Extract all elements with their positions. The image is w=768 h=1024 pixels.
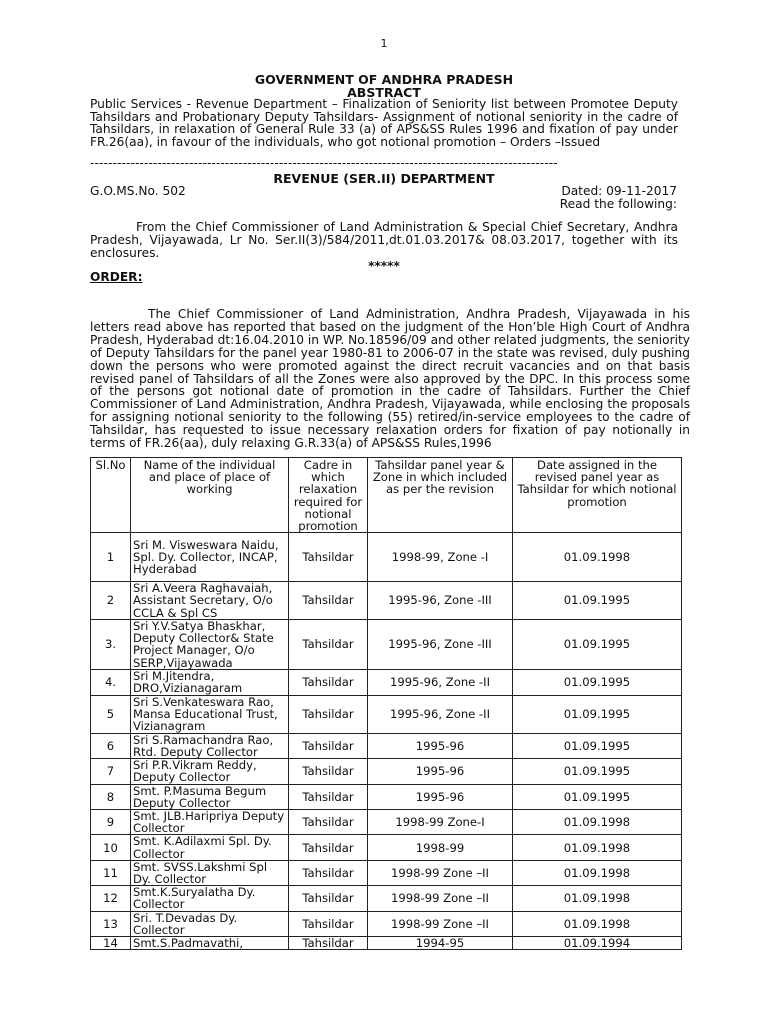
cell-sl: 12 xyxy=(91,886,131,911)
table-row xyxy=(91,886,682,911)
table-row xyxy=(91,784,682,809)
cell-panel: 1995-96 xyxy=(368,759,513,784)
cell-panel: 1995-96, Zone -III xyxy=(368,582,513,620)
page-number: 1 xyxy=(380,37,388,50)
cell-name: Smt.K.Suryalatha Dy. Collector xyxy=(131,886,289,911)
cell-sl: 5 xyxy=(91,695,131,733)
subject-text: Public Services - Revenue Department – Finalization of Seniority list between Promotee Deputy Tahsildars and Probationary Deputy Tahsildars- Assignment of notional seniority in the cadre of Tahsildars, in relaxation of General Rule 33 (a) of APS&SS Rules 1996 and fixation of pay under FR.26(aa), in favour of the individuals, who got notional promotion – Orders –Issued xyxy=(90,97,678,149)
cell-sl: 7 xyxy=(91,759,131,784)
cell-date: 01.09.1994 xyxy=(513,937,682,950)
header-cadre: Cadre in which relaxation required for notional promotion xyxy=(289,458,368,533)
cell-name: Smt. SVSS.Lakshmi Spl Dy. Collector xyxy=(131,860,289,885)
cell-cadre: Tahsildar xyxy=(289,937,368,950)
cell-name: Smt.S.Padmavathi, xyxy=(131,937,289,950)
cell-cadre: Tahsildar xyxy=(289,810,368,835)
cell-date: 01.09.1995 xyxy=(513,582,682,620)
cell-sl: 13 xyxy=(91,911,131,936)
table-row xyxy=(91,669,682,695)
department-title: REVENUE (SER.II) DEPARTMENT xyxy=(273,171,495,186)
cell-date: 01.09.1998 xyxy=(513,835,682,860)
table-header-row xyxy=(91,458,682,533)
cell-cadre: Tahsildar xyxy=(289,733,368,758)
table-row xyxy=(91,619,682,669)
cell-panel: 1998-99 xyxy=(368,835,513,860)
order-heading: ORDER: xyxy=(90,270,143,284)
seniority-table xyxy=(90,457,682,950)
cell-date: 01.09.1998 xyxy=(513,860,682,885)
cell-panel: 1995-96 xyxy=(368,733,513,758)
cell-cadre: Tahsildar xyxy=(289,860,368,885)
table-row xyxy=(91,810,682,835)
cell-name: Sri M. Visweswara Naidu, Spl. Dy. Collector, INCAP, Hyderabad xyxy=(131,533,289,582)
cell-date: 01.09.1998 xyxy=(513,911,682,936)
cell-cadre: Tahsildar xyxy=(289,886,368,911)
cell-name: Sri A.Veera Raghavaiah, Assistant Secretary, O/o CCLA & Spl CS xyxy=(131,582,289,620)
cell-name: Sri Y.V.Satya Bhaskhar, Deputy Collector& State Project Manager, O/o SERP,Vijayawada xyxy=(131,619,289,669)
header-date: Date assigned in the revised panel year as Tahsildar for which notional promotion xyxy=(513,458,682,533)
read-following: Read the following: xyxy=(559,197,677,211)
cell-sl: 3. xyxy=(91,619,131,669)
cell-sl: 9 xyxy=(91,810,131,835)
government-title: GOVERNMENT OF ANDHRA PRADESH xyxy=(254,72,514,87)
header-sl: Sl.No xyxy=(91,458,131,533)
table-row xyxy=(91,695,682,733)
cell-panel: 1995-96, Zone -II xyxy=(368,669,513,695)
dated-text: Dated: 09-11-2017 xyxy=(561,184,677,198)
separator-line: -------------------------------------------------------------------------------------------------------- xyxy=(90,157,558,169)
cell-cadre: Tahsildar xyxy=(289,784,368,809)
cell-panel: 1998-99, Zone -I xyxy=(368,533,513,582)
header-name: Name of the individual and place of place of working xyxy=(131,458,289,533)
abstract-title: ABSTRACT xyxy=(347,85,421,100)
stars-divider: ***** xyxy=(368,259,400,273)
cell-panel: 1998-99 Zone –II xyxy=(368,860,513,885)
cell-name: Sri S.Ramachandra Rao, Rtd. Deputy Collector xyxy=(131,733,289,758)
cell-panel: 1998-99 Zone –II xyxy=(368,911,513,936)
cell-sl: 6 xyxy=(91,733,131,758)
table-row xyxy=(91,759,682,784)
cell-panel: 1995-96 xyxy=(368,784,513,809)
cell-panel: 1998-99 Zone –II xyxy=(368,886,513,911)
cell-date: 01.09.1995 xyxy=(513,619,682,669)
reference-paragraph: From the Chief Commissioner of Land Administration & Special Chief Secretary, Andhra Pradesh, Vijayawada, Lr No. Ser.II(3)/584/2011,dt.01.03.2017& 08.03.2017, together with its enclosures. xyxy=(90,220,678,260)
cell-cadre: Tahsildar xyxy=(289,835,368,860)
cell-panel: 1995-96, Zone -II xyxy=(368,695,513,733)
cell-sl: 4. xyxy=(91,669,131,695)
table-row xyxy=(91,911,682,936)
cell-panel: 1994-95 xyxy=(368,937,513,950)
cell-name: Sri P.R.Vikram Reddy, Deputy Collector xyxy=(131,759,289,784)
table-row xyxy=(91,733,682,758)
cell-name: Smt. K.Adilaxmi Spl. Dy. Collector xyxy=(131,835,289,860)
cell-date: 01.09.1998 xyxy=(513,533,682,582)
cell-cadre: Tahsildar xyxy=(289,759,368,784)
cell-sl: 8 xyxy=(91,784,131,809)
cell-cadre: Tahsildar xyxy=(289,695,368,733)
cell-name: Sri S.Venkateswara Rao, Mansa Educational Trust, Vizianagram xyxy=(131,695,289,733)
cell-panel: 1998-99 Zone-I xyxy=(368,810,513,835)
cell-date: 01.09.1998 xyxy=(513,886,682,911)
cell-date: 01.09.1995 xyxy=(513,784,682,809)
cell-name: Smt. P.Masuma Begum Deputy Collector xyxy=(131,784,289,809)
cell-date: 01.09.1995 xyxy=(513,669,682,695)
cell-name: Smt. JLB.Haripriya Deputy Collector xyxy=(131,810,289,835)
cell-name: Sri M.Jitendra, DRO,Vizianagaram xyxy=(131,669,289,695)
cell-cadre: Tahsildar xyxy=(289,669,368,695)
cell-cadre: Tahsildar xyxy=(289,533,368,582)
table-row xyxy=(91,937,682,950)
table-row xyxy=(91,860,682,885)
cell-cadre: Tahsildar xyxy=(289,911,368,936)
cell-date: 01.09.1995 xyxy=(513,733,682,758)
cell-cadre: Tahsildar xyxy=(289,582,368,620)
cell-sl: 10 xyxy=(91,835,131,860)
cell-sl: 14 xyxy=(91,937,131,950)
header-panel: Tahsildar panel year & Zone in which included as per the revision xyxy=(368,458,513,533)
go-number: G.O.MS.No. 502 xyxy=(90,184,186,198)
cell-date: 01.09.1995 xyxy=(513,759,682,784)
cell-sl: 1 xyxy=(91,533,131,582)
order-paragraph: The Chief Commissioner of Land Administration, Andhra Pradesh, Vijayawada in his letters read above has reported that based on the judgment of the Hon’ble High Court of Andhra Pradesh, Hyderabad dt:16.04.2010 in WP. No.18596/09 and other related judgments, the seniority of Deputy Tahsildars for the panel year 1980-81 to 2006-07 in the state was revised, duly pushing down the persons who were promoted against the direct recruit vacancies and on that basis revised panel of Tahsildars of all the Zones were also approved by the DPC. In this process some of the persons got notional date of promotion in the cadre of Tahsildars. Further the Chief Commissioner of Land Administration, Andhra Pradesh, Vijayawada, while enclosing the proposals for assigning notional seniority to the following (55) retired/in-service employees to the cadre of Tahsildar, has requested to issue necessary relaxation orders for fixation of pay notionally in terms of FR.26(aa), duly relaxing G.R.33(a) of APS&SS Rules,1996 xyxy=(90,307,690,451)
cell-date: 01.09.1998 xyxy=(513,810,682,835)
cell-sl: 2 xyxy=(91,582,131,620)
cell-name: Sri. T.Devadas Dy. Collector xyxy=(131,911,289,936)
table-row xyxy=(91,533,682,582)
table-row xyxy=(91,835,682,860)
cell-sl: 11 xyxy=(91,860,131,885)
cell-date: 01.09.1995 xyxy=(513,695,682,733)
cell-cadre: Tahsildar xyxy=(289,619,368,669)
table-row xyxy=(91,582,682,620)
cell-panel: 1995-96, Zone -III xyxy=(368,619,513,669)
